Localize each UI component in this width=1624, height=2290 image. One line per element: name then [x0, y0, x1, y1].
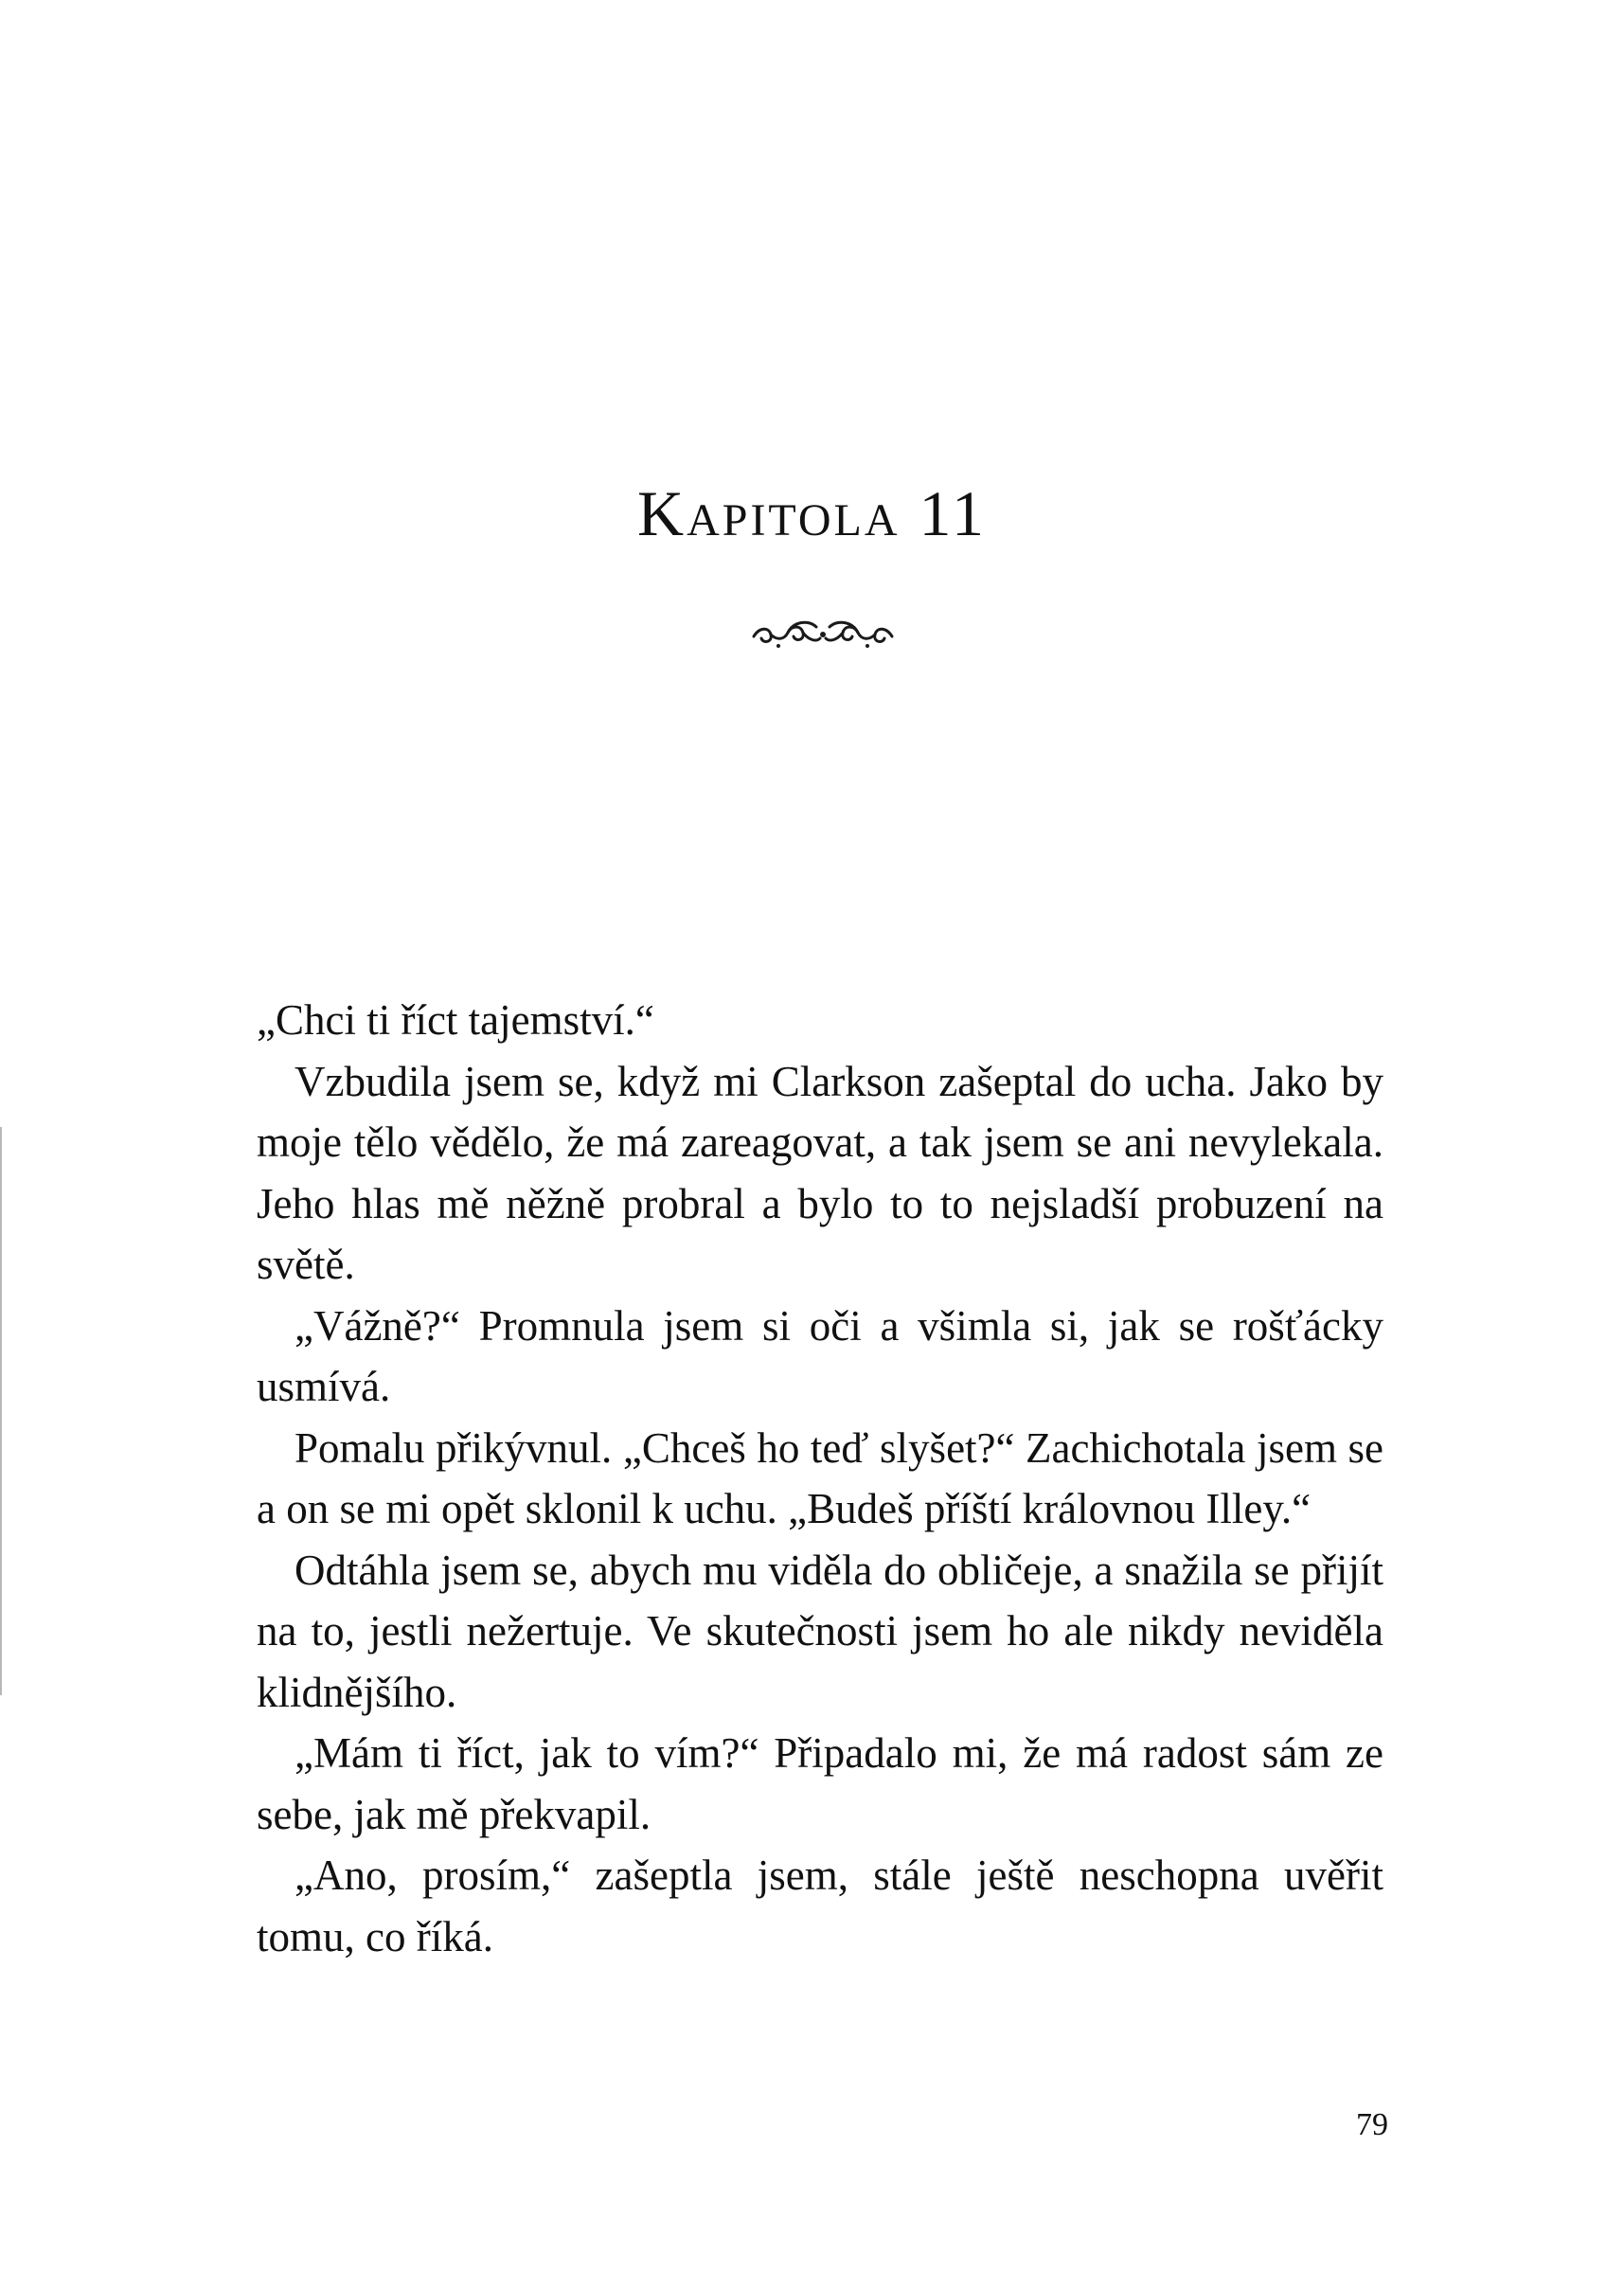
- paragraph: Odtáhla jsem se, abych mu viděla do obličeje, a snažila se přijít na to, jestli nežertuje. Ve skutečnosti jsem ho ale nikdy neviděla klidnějšího.: [257, 1546, 1383, 1716]
- ornament-icon: [750, 612, 896, 653]
- page-edge-line: [0, 1127, 2, 1695]
- paragraph: Pomalu přikývnul. „Chceš ho teď slyšet?“ Zachichotala jsem se a on se mi opět sklonil k uchu. „Budeš příští královnou Illey.“: [257, 1423, 1383, 1532]
- paragraph: „Chci ti říct tajemství.“: [257, 996, 654, 1044]
- body-text: [257, 990, 1383, 1967]
- page-number: 79: [1356, 2107, 1388, 2142]
- paragraph: „Vážně?“ Promnula jsem si oči a všimla si, jak se rošťácky usmívá.: [257, 1301, 1383, 1410]
- paragraph: „Mám ti říct, jak to vím?“ Připadalo mi, že má radost sám ze sebe, jak mě překvapil.: [257, 1729, 1383, 1838]
- paragraph: „Ano, prosím,“ zašeptla jsem, stále ještě neschopna uvěřit tomu, co říká.: [257, 1852, 1383, 1960]
- chapter-title: Kapitola 11: [636, 477, 988, 549]
- paragraph: Vzbudila jsem se, když mi Clarkson zašeptal do ucha. Jako by moje tělo vědělo, že má zareagovat, a tak jsem se ani nevylekala. Jeho hlas mě něžně probral a bylo to to nejsladší probuzení na světě.: [257, 1057, 1383, 1288]
